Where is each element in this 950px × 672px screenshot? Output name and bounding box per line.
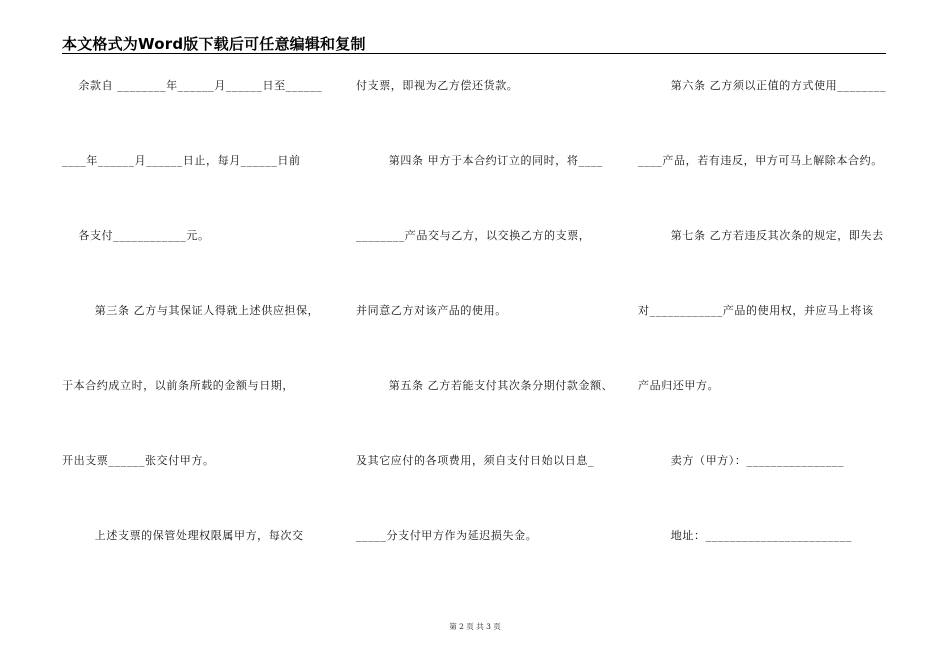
document-header-title: 本文格式为Word版下载后可任意编辑和复制 xyxy=(62,35,366,53)
text-column-3 xyxy=(638,76,900,601)
text-line: ____产品，若有违反，甲方可马上解除本合约。 xyxy=(638,154,883,167)
text-line: _____分支付甲方作为延迟损失金。 xyxy=(356,529,538,542)
text-line: 并同意乙方对该产品的使用。 xyxy=(356,304,507,317)
text-line: 余款自 ________年______月______日至______ xyxy=(62,79,323,92)
text-line: 第五条 乙方若能支付其次条分期付款金额、 xyxy=(356,379,614,392)
page-number-footer: 第 2 页 共 3 页 xyxy=(449,622,501,631)
text-line: 第七条 乙方若违反其次条的规定，即失去 xyxy=(638,229,884,242)
text-line: 第六条 乙方须以正值的方式使用________ xyxy=(638,79,887,92)
text-column-2 xyxy=(356,76,614,601)
text-line: 第三条 乙方与其保证人得就上述供应担保， xyxy=(62,304,320,317)
text-line: 各支付____________元。 xyxy=(62,229,210,242)
header-rule xyxy=(62,53,886,54)
text-line: 对____________产品的使用权，并应马上将该 xyxy=(638,304,874,317)
text-line: 开出支票______张交付甲方。 xyxy=(62,454,215,467)
text-line: 产品归还甲方。 xyxy=(638,379,720,392)
text-line: 第四条 甲方于本合约订立的同时，将____ xyxy=(356,154,603,167)
text-line: 及其它应付的各项费用，须自支付日始以日息_ xyxy=(356,454,595,467)
text-line: 于本合约成立时，以前条所载的金额与日期， xyxy=(62,379,294,392)
text-column-1 xyxy=(62,76,323,601)
text-line: ____年______月______日止，每月______日前 xyxy=(62,154,301,167)
text-line: 上述支票的保管处理权限属甲方，每次交 xyxy=(62,529,304,542)
text-line: 卖方（甲方）：________________ xyxy=(638,454,845,467)
text-line: ________产品交与乙方，以交换乙方的支票， xyxy=(356,229,591,242)
text-line: 地址：________________________ xyxy=(638,529,852,542)
text-line: 付支票，即视为乙方偿还货款。 xyxy=(356,79,519,92)
